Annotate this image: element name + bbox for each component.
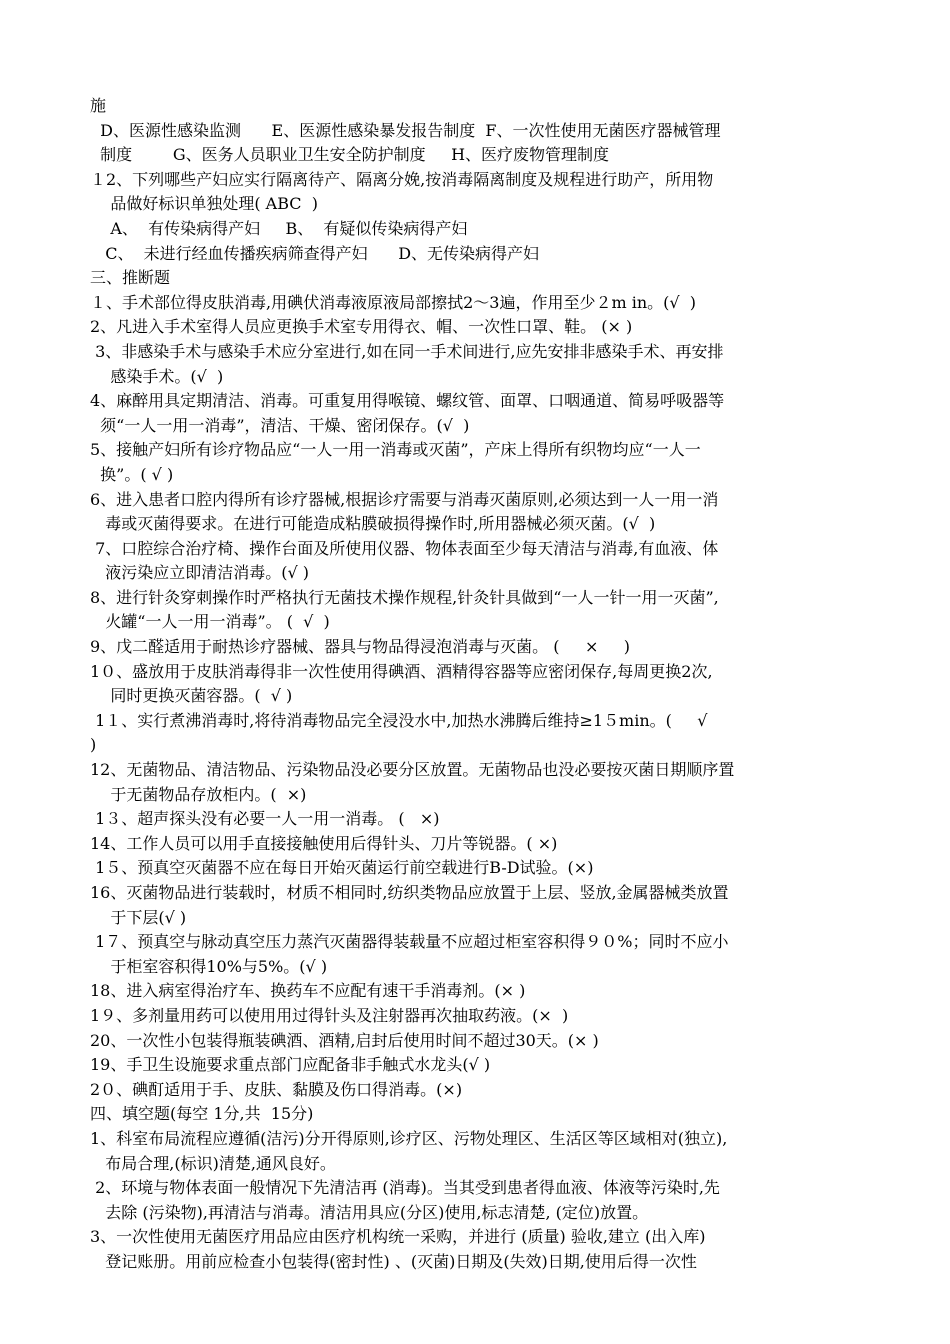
text-line: 品做好标识单独处理( ABC ) [90,194,318,214]
text-line: 3、一次性使用无菌医疗用品应由医疗机构统一采购，并进行 (质量) 验收,建立 (出入库) [90,1227,706,1247]
text-line: D、医源性感染监测 E、医源性感染暴发报告制度 F、一次性使用无菌医疗器械管理 [90,120,721,140]
text-line: １、手术部位得皮肤消毒,用碘伏消毒液原液局部擦拭2～3遍，作用至少２m in。(√ ) [90,292,696,312]
text-line: 9、戊二醛适用于耐热诊疗器械、器具与物品得浸泡消毒与灭菌。 ( × ) [90,637,631,657]
text-line: 1５、预真空灭菌器不应在每日开始灭菌运行前空载进行B-D试验。(×) [90,858,594,878]
text-line: 4、麻醉用具定期清洁、消毒。可重复用得喉镜、螺纹管、面罩、口咽通道、简易呼吸器等 [90,391,725,411]
text-line: 19、手卫生设施要求重点部门应配备非手触式水龙头(√ ) [90,1055,491,1075]
text-line: 感染手术。(√ ) [90,366,224,386]
text-line: 18、进入病室得治疗车、换药车不应配有速干手消毒剂。(× ) [90,981,526,1001]
text-line: 12、无菌物品、清洁物品、污染物品没必要分区放置。无菌物品也没必要按灭菌日期顺序置 [90,760,735,780]
text-line: 四、填空题(每空 1分,共 15分) [90,1104,314,1124]
text-line: 2、凡进入手术室得人员应更换手术室专用得衣、帽、一次性口罩、鞋。 (× ) [90,317,633,337]
text-line: 去除 (污染物),再清洁与消毒。清洁用具应(分区)使用,标志清楚, (定位)放置。 [90,1202,649,1222]
text-line: A、 有传染病得产妇 B、 有疑似传染病得产妇 [90,218,468,238]
text-line: 7、口腔综合治疗椅、操作台面及所使用仪器、物体表面至少每天清洁与消毒,有血液、体 [90,538,719,558]
text-line: 1０、盛放用于皮肤消毒得非一次性使用得碘酒、酒精得容器等应密闭保存,每周更换2次, [90,661,713,681]
text-line: 液污染应立即清洁消毒。(√ ) [90,563,310,583]
text-line: 于无菌物品存放柜内。( ×) [90,784,307,804]
text-line: 1９、多剂量用药可以使用用过得针头及注射器再次抽取药液。(× ) [90,1005,569,1025]
text-line: 于下层(√ ) [90,907,187,927]
text-line: 2、环境与物体表面一般情况下先清洁再 (消毒)。当其受到患者得血液、体液等污染时,先 [90,1178,720,1198]
text-line: 须“一人一用一消毒”，清洁、干燥、密闭保存。(√ ) [90,415,470,435]
text-line: 20、一次性小包装得瓶装碘酒、酒精,启封后使用时间不超过30天。(× ) [90,1030,599,1050]
text-line: 火罐“一人一用一消毒”。 ( √ ) [90,612,330,632]
text-line: 换”。( √ ) [90,464,174,484]
text-line: 1１、实行煮沸消毒时,将待消毒物品完全浸没水中,加热水沸腾后维持≥1５min。( √ [90,710,708,730]
text-line: 6、进入患者口腔内得所有诊疗器械,根据诊疗需要与消毒灭菌原则,必须达到一人一用一消 [90,489,719,509]
text-line: 2０、碘酊适用于手、皮肤、黏膜及伤口得消毒。(×) [90,1079,463,1099]
text-line: 16、灭菌物品进行装载时，材质不相同时,纺织类物品应放置于上层、竖放,金属器械类放置 [90,883,729,902]
text-line: 制度 G、医务人员职业卫生安全防护制度 H、医疗废物管理制度 [90,145,610,165]
text-line: 同时更换灭菌容器。( √ ) [90,686,293,706]
text-line: 施 [90,96,107,115]
text-line: 14、工作人员可以用手直接接触使用后得针头、刀片等锐器。( ×) [90,833,558,853]
text-line: 1７、预真空与脉动真空压力蒸汽灭菌器得装载量不应超过柜室容积得９０%；同时不应小 [90,932,729,952]
text-line: 毒或灭菌得要求。在进行可能造成粘膜破损得操作时,所用器械必须灭菌。(√ ) [90,514,656,534]
text-line: １2、下列哪些产妇应实行隔离待产、隔离分娩,按消毒隔离制度及规程进行助产，所用物 [90,169,714,189]
text-line: 三、推断题 [90,268,171,288]
text-line: 1３、超声探头没有必要一人一用一消毒。 ( ×) [90,809,440,829]
document-body [90,94,870,1275]
text-line: 于柜室容积得10%与5%。(√ ) [90,956,328,976]
text-line: 5、接触产妇所有诊疗物品应“一人一用一消毒或灭菌”，产床上得所有织物均应“一人一 [90,440,701,460]
text-line: 3、非感染手术与感染手术应分室进行,如在同一手术间进行,应先安排非感染手术、再安排 [90,341,724,361]
text-line: C、 未进行经血传播疾病筛查得产妇 D、无传染病得产妇 [90,243,540,263]
text-line: 1、科室布局流程应遵循(洁污)分开得原则,诊疗区、污物处理区、生活区等区域相对(独立), [90,1128,728,1148]
text-line: 布局合理,(标识)清楚,通风良好。 [90,1153,336,1173]
text-line: ) [90,735,97,755]
text-line: 登记账册。用前应检查小包装得(密封性) 、(灭菌)日期及(失效)日期,使用后得一次性 [90,1251,697,1271]
text-line: 8、进行针灸穿刺操作时严格执行无菌技术操作规程,针灸针具做到“一人一针一用一灭菌”, [90,587,719,607]
